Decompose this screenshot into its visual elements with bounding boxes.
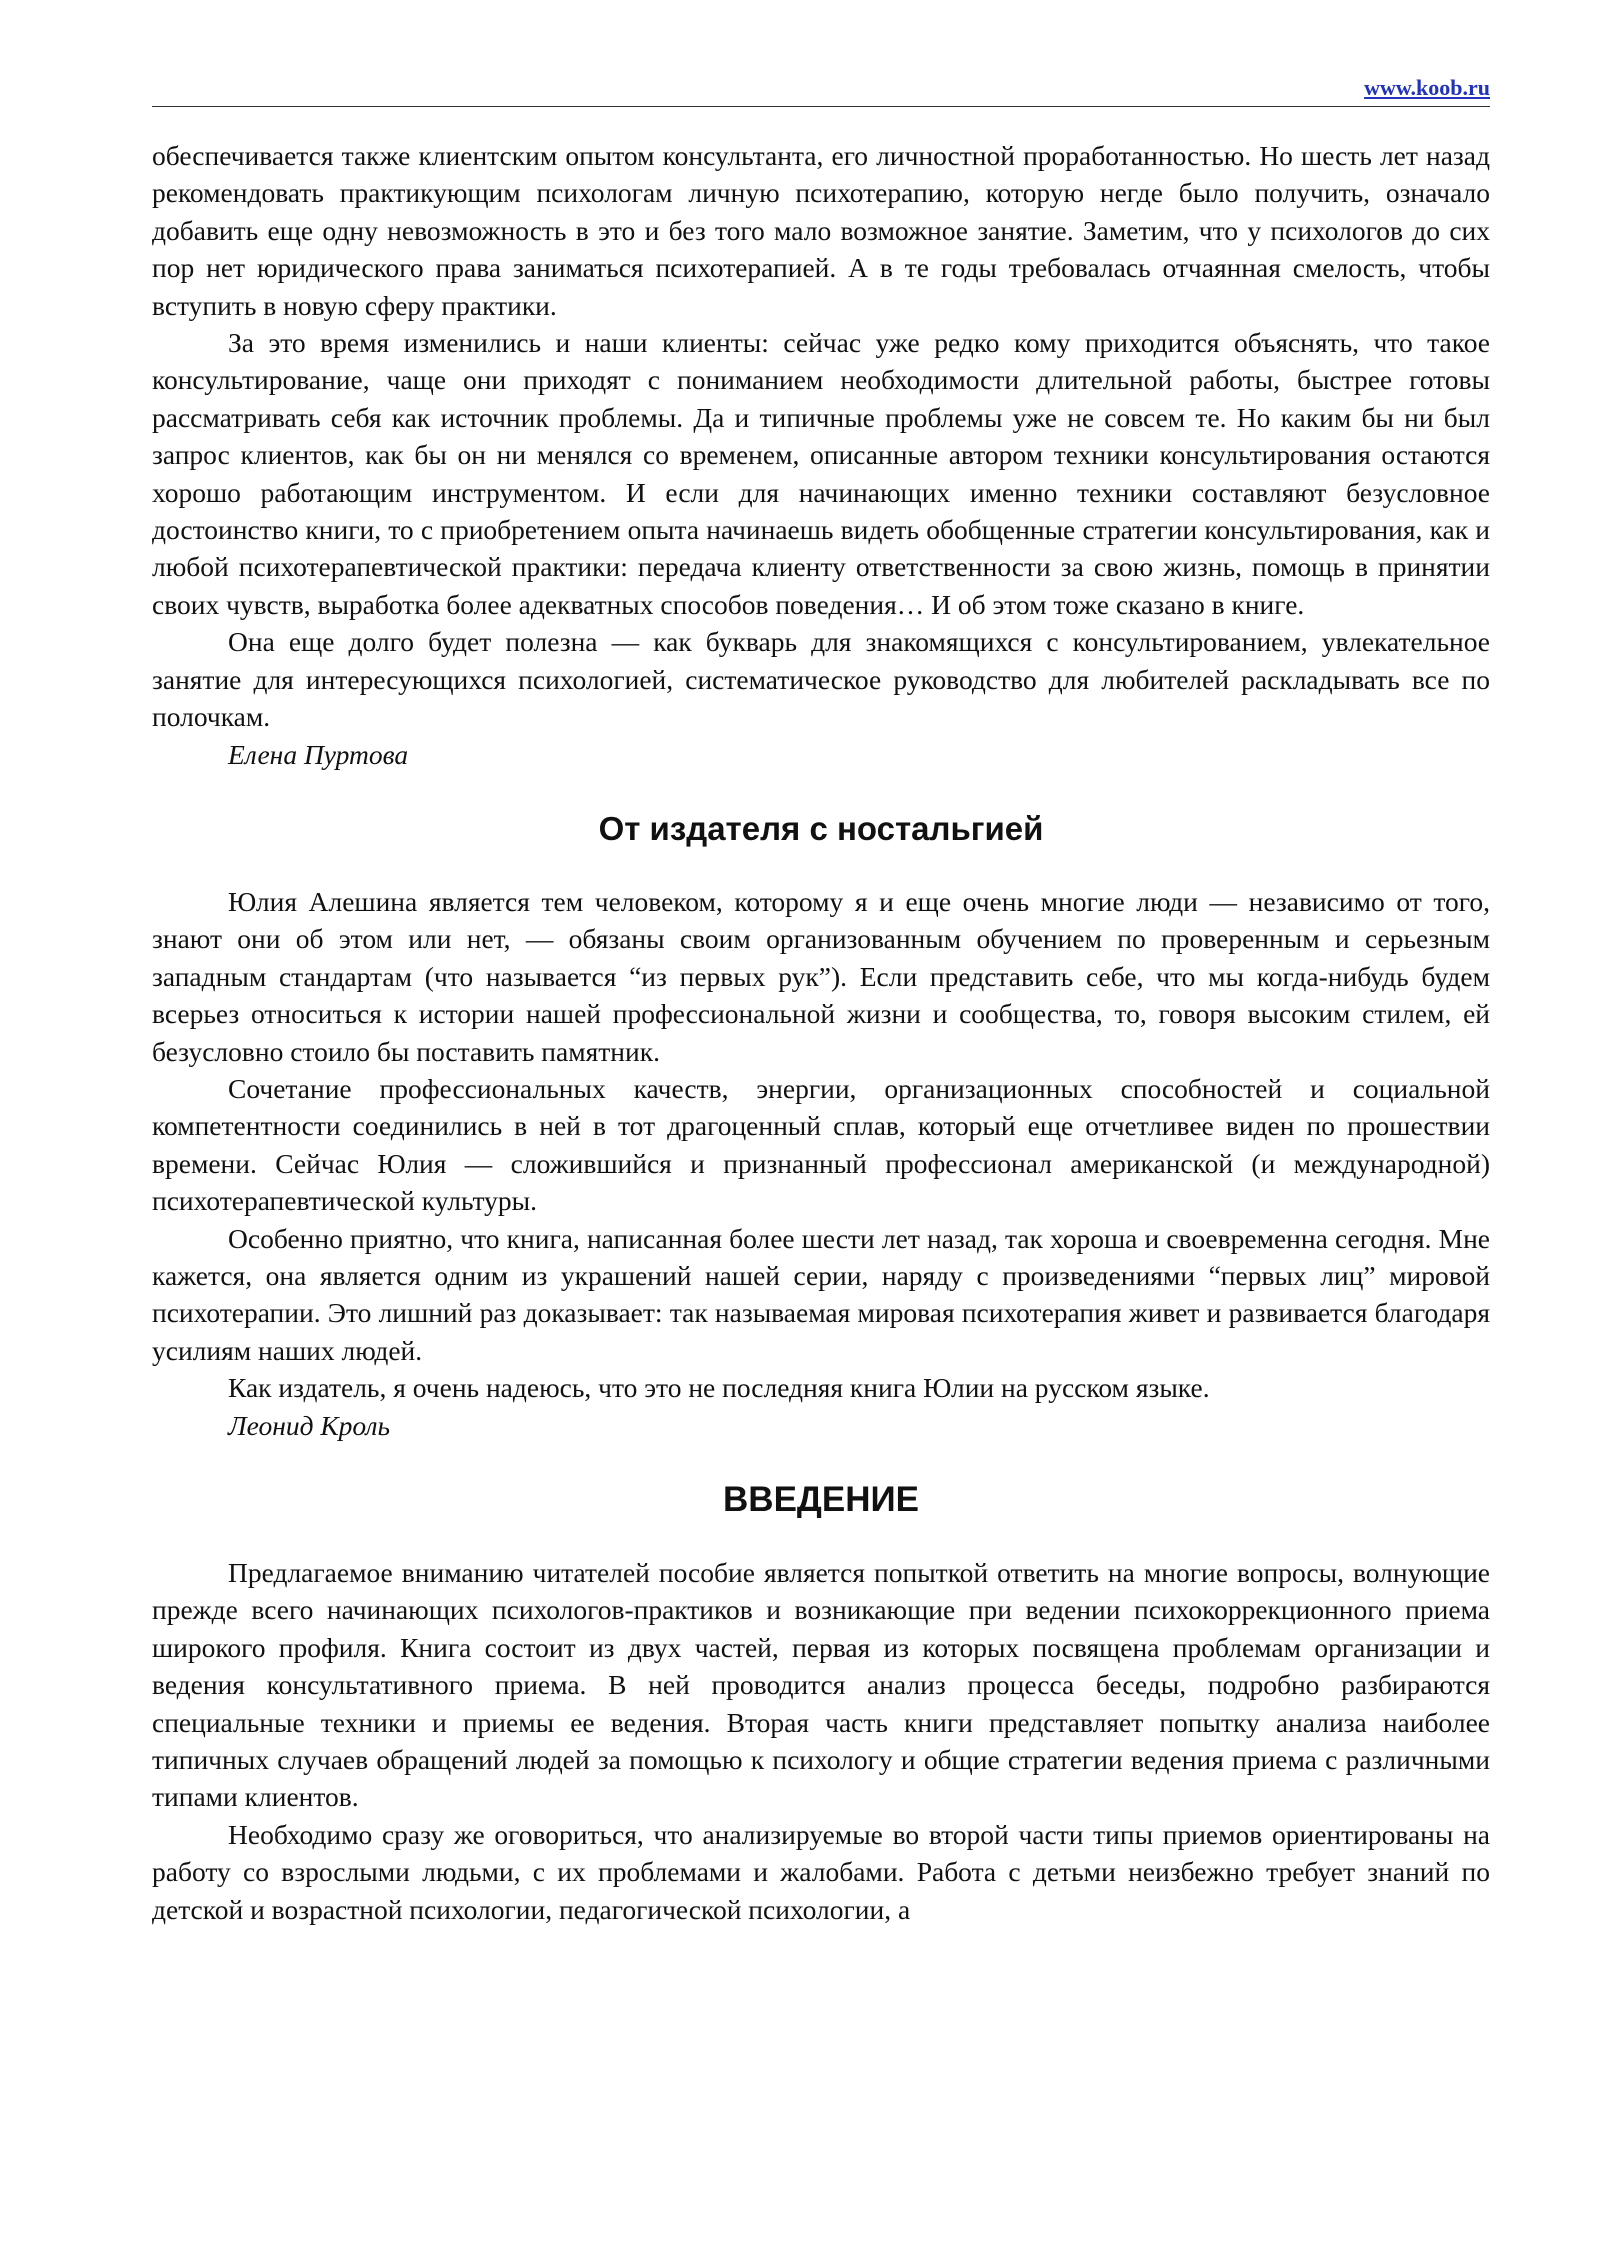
paragraph: За это время изменились и наши клиенты: сейчас уже редко кому приходится объяснять, что такое консультирование, чаще они приходят с пониманием необходимости длительной работы, быстрее готовы рассматривать себя как источник проблемы. Да и типичные проблемы уже не совсем те. Но каким бы ни был запрос клиентов, как бы он ни менялся со временем, описанные автором техники консультирования остаются хорошо работающим инструментом. И если для начинающих именно техники составляют безусловное достоинство книги, то с приобретением опыта начинаешь видеть обобщенные стратегии консультирования, как и любой психотерапевтической практики: передача клиенту ответственности за свою жизнь, помощь в принятии своих чувств, выработка более адекватных способов поведения… И об этом тоже сказано в книге. [152,327,1490,620]
paragraph: Как издатель, я очень надеюсь, что это не последняя книга Юлии на русском языке. [228,1372,1210,1404]
document-body [152,107,1490,1928]
paragraph: Особенно приятно, что книга, написанная более шести лет назад, так хороша и своевременна сегодня. Мне кажется, она является одним из украшений нашей серии, наряду с произведениями “первых лиц” мировой психотерапии. Это лишний раз доказывает: так называемая мировая психотерапия живет и развивается благодаря усилиям наших людей. [152,1222,1490,1366]
paragraph: Необходимо сразу же оговориться, что анализируемые во второй части типы приемов ориентированы на работу со взрослыми людьми, с их проблемами и жалобами. Работа с детьми неизбежно требует знаний по детской и возрастной психологии, педагогической психологии, а [152,1818,1490,1925]
paragraph: Предлагаемое вниманию читателей пособие является попыткой ответить на многие вопросы, волнующие прежде всего начинающих психологов-практиков и возникающие при ведении психокоррекционного приема широкого профиля. Книга состоит из двух частей, первая из которых посвящена проблемам организации и ведения консультативного приема. В ней проводится анализ процесса беседы, подробно разбираются специальные техники и приемы ее ведения. Вторая часть книги представляет попытку анализа наиболее типичных случаев обращений людей за помощью к психологу и общие стратегии ведения приема с различными типами клиентов. [152,1557,1490,1813]
paragraph: обеспечивается также клиентским опытом консультанта, его личностной проработанностью. Но шесть лет назад рекомендовать практикующим психологам личную психотерапию, которую негде было получить, означало добавить еще одну невозможность в это и без того мало возможное занятие. Заметим, что у психологов до сих пор нет юридического права заниматься психотерапией. А в те годы требовалась отчаянная смелость, чтобы вступить в новую сферу практики. [152,140,1490,321]
section-title-introduction: ВВЕДЕНИЕ [723,1480,919,1519]
document-page [152,0,1490,1928]
section-title-publisher: От издателя с ностальгией [598,809,1044,847]
paragraph: Сочетание профессиональных качеств, энергии, организационных способностей и социальной компетентности соединились в ней в тот драгоценный сплав, который еще отчетливее виден по прошествии времени. Сейчас Юлия — сложившийся и признанный профессионал американской (и международной) психотерапевтической культуры. [152,1072,1490,1217]
signature-purtova: Елена Пуртова [228,738,409,770]
signature-krol: Леонид Кроль [228,1409,390,1441]
paragraph: Она еще долго будет полезна — как букварь для знакомящихся с консультированием, увлекательное занятие для интересующихся психологией, систематическое руководство для любителей раскладывать все по полочкам. [152,626,1490,733]
site-link[interactable]: www.koob.ru [1364,75,1490,100]
page-header [152,0,1490,107]
paragraph: Юлия Алешина является тем человеком, которому я и еще очень многие люди — независимо от того, знают они об этом или нет, — обязаны своим организованным обучением по проверенным и серьезным западным стандартам (что называется “из первых рук”). Если представить себе, что мы когда-нибудь будем всерьез относиться к истории нашей профессиональной жизни и сообщества, то, говоря высоким стилем, ей безусловно стоило бы поставить памятник. [152,885,1490,1067]
